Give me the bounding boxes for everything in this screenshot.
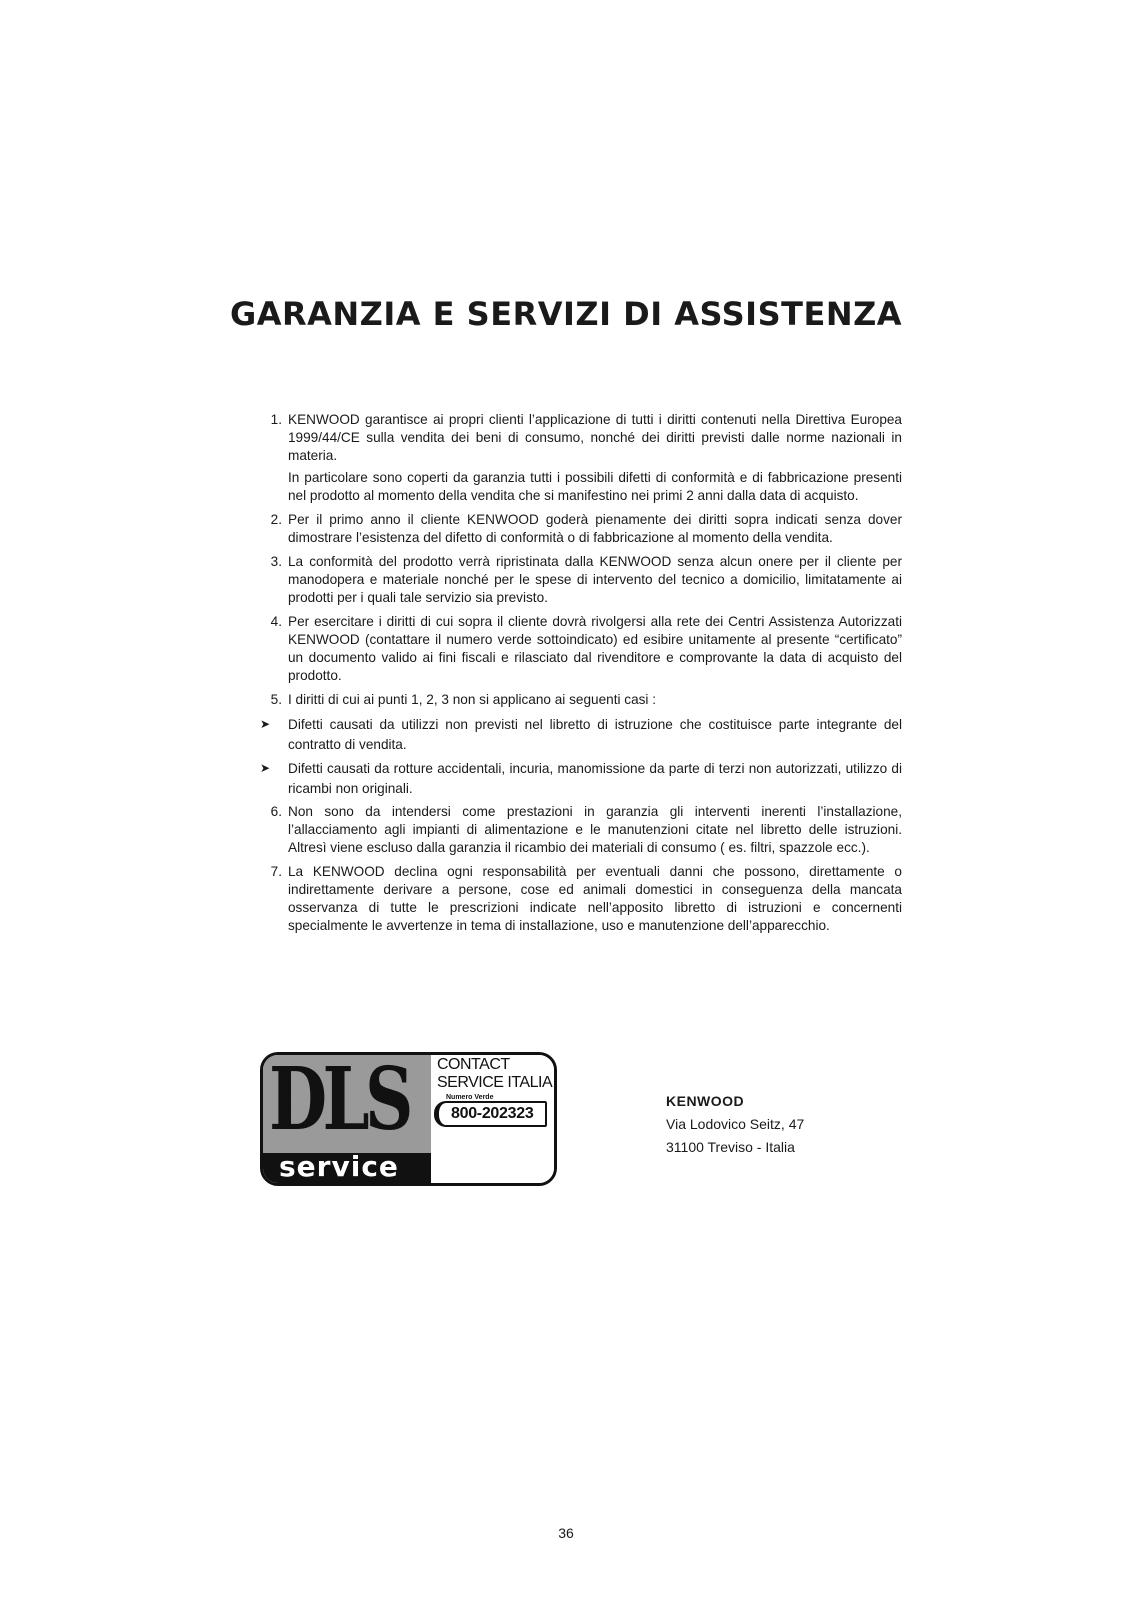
term-paragraph: I diritti di cui ai punti 1, 2, 3 non si applicano ai seguenti casi : xyxy=(288,692,657,707)
term-number: 1. xyxy=(270,412,282,427)
address-block xyxy=(666,1090,804,1159)
term-number: 4. xyxy=(270,614,282,629)
bullet-arrow-icon: ➤ xyxy=(260,717,271,731)
bullet-arrow-icon: ➤ xyxy=(260,761,271,775)
term-paragraph: Per esercitare i diritti di cui sopra il cliente dovrà rivolgersi alla rete dei Centri Assistenza Autorizzati KENWOOD (contattare il numero verde sottoindicato) ed esibire unitamente al presente “certificato” un documento valido ai fini fiscali e rilasciato dal rivenditore e comprovante la data di acquisto del prodotto. xyxy=(288,614,902,683)
term-item xyxy=(260,511,902,547)
contact-line-2: SERVICE ITALIA xyxy=(437,1074,553,1091)
phone-number: 800-202323 xyxy=(451,1105,534,1122)
term-number: 5. xyxy=(270,692,282,707)
term-number: 3. xyxy=(270,554,282,569)
bullet-item xyxy=(260,715,902,754)
term-item xyxy=(260,411,902,505)
term-item xyxy=(260,863,902,935)
page-number: 36 xyxy=(558,1525,574,1541)
phone-box xyxy=(434,1101,547,1127)
term-paragraph: Per il primo anno il cliente KENWOOD goderà pienamente dei diritti sopra indicati senza dover dimostrare l’esistenza del difetto di conformità o di fabbricazione al momento della vendita. xyxy=(288,512,902,545)
warranty-terms-list xyxy=(260,411,902,941)
term-item xyxy=(260,553,902,607)
term-item xyxy=(260,803,902,857)
term-item xyxy=(260,613,902,685)
term-number: 6. xyxy=(270,804,282,819)
service-word: service xyxy=(279,1150,399,1183)
address-city: 31100 Treviso - Italia xyxy=(666,1139,795,1155)
address-company: KENWOOD xyxy=(666,1093,745,1109)
contact-line-1: CONTACT xyxy=(437,1056,510,1073)
term-paragraph: Non sono da intendersi come prestazioni in garanzia gli interventi inerenti l’installazione, l’allacciamento agli impianti di alimentazione e le manutenzioni citate nel libretto delle istruzioni. Altresì viene escluso dalla garanzia il ricambio dei materiali di consumo ( es. filtri, spazzole ecc.). xyxy=(288,804,902,855)
term-paragraph: KENWOOD garantisce ai propri clienti l’applicazione di tutti i diritti contenuti nella Direttiva Europea 1999/44/CE sulla vendita dei beni di consumo, nonché dei diritti previsti dalle norme nazionali in materia. xyxy=(288,412,902,463)
term-number: 2. xyxy=(270,512,282,527)
term-paragraph: Difetti causati da utilizzi non previsti nel libretto di istruzione che costituisce parte integrante del contratto di vendita. xyxy=(288,717,902,752)
term-paragraph: La conformità del prodotto verrà ripristinata dalla KENWOOD senza alcun onere per il cliente per manodopera e materiale nonché per le spese di intervento del tecnico a domicilio, limitatamente ai prodotti per i quali tale servizio sia previsto. xyxy=(288,554,902,605)
dls-service-logo xyxy=(260,1052,557,1186)
address-street: Via Lodovico Seitz, 47 xyxy=(666,1116,805,1132)
contact-panel xyxy=(431,1055,554,1183)
bullet-item xyxy=(260,759,902,798)
dls-logo-mark xyxy=(263,1052,431,1183)
dls-letters: DLS xyxy=(269,1052,409,1150)
term-item xyxy=(260,691,902,709)
term-number: 7. xyxy=(270,864,282,879)
service-banner xyxy=(263,1150,431,1183)
term-paragraph: Difetti causati da rotture accidentali, incuria, manomissione da parte di terzi non autorizzati, utilizzo di ricambi non originali. xyxy=(288,761,902,796)
term-paragraph: La KENWOOD declina ogni responsabilità per eventuali danni che possono, direttamente o indirettamente derivare a persone, cose ed animali domestici in conseguenza della mancata osservanza di tutte le prescrizioni indicate nell’apposito libretto di istruzioni e concernenti specialmente le avvertenze in tema di installazione, uso e manutenzione dell’apparecchio. xyxy=(288,864,902,933)
page-title: GARANZIA E SERVIZI DI ASSISTENZA xyxy=(229,295,903,333)
term-paragraph: In particolare sono coperti da garanzia tutti i possibili difetti di conformità e di fabbricazione presenti nel prodotto al momento della vendita che si manifestino nei primi 2 anni dalla data di acquisto. xyxy=(288,470,902,503)
numero-verde-label: Numero Verde xyxy=(446,1094,494,1101)
